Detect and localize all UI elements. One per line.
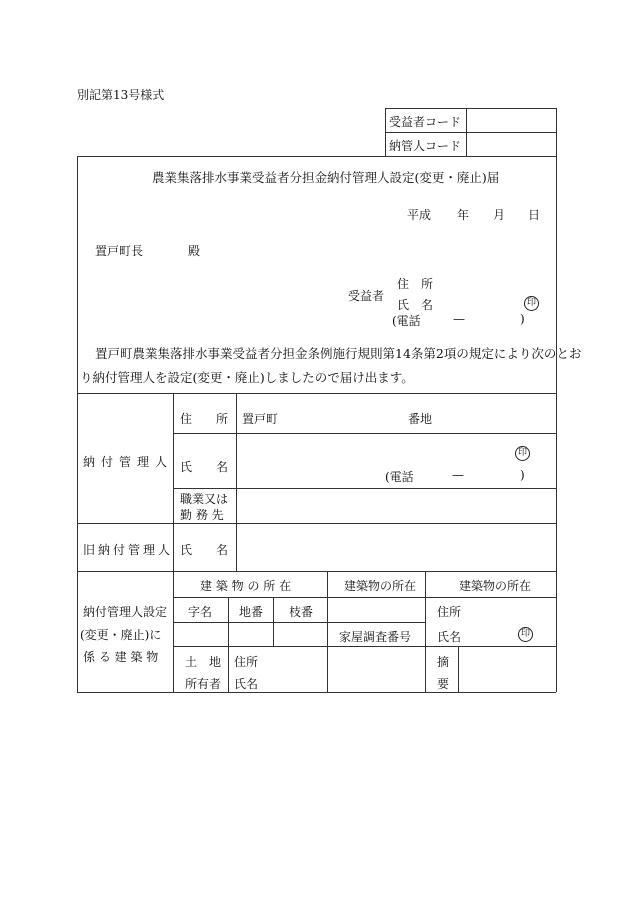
frame-right <box>556 156 557 692</box>
line-building-header <box>173 597 556 598</box>
form-title: 農業集落排水事業受益者分担金納付管理人設定(変更・廃止)届 <box>152 170 500 185</box>
building-label-1: 納付管理人設定 <box>83 605 168 619</box>
date-day: 日 <box>528 208 541 222</box>
addressee-mayor: 置戸町長 <box>95 244 144 258</box>
admin-address-field[interactable] <box>280 406 405 430</box>
building-edaban-label: 枝番 <box>289 605 314 619</box>
line-building-row2 <box>173 646 556 647</box>
building-owner-address-label: 住所 <box>437 605 462 619</box>
former-admin-name-label: 氏 名 <box>180 543 229 557</box>
building-chiban-label: 地番 <box>239 605 264 619</box>
line-building-row1-left <box>173 622 425 623</box>
building-aza-label: 字名 <box>188 605 213 619</box>
land-owner-name-label: 氏名 <box>234 677 259 691</box>
admin-phone-label: (電話 <box>385 470 414 484</box>
remarks-field[interactable] <box>462 650 552 688</box>
line-after-body <box>77 393 556 394</box>
applicant-name-label: 氏 名 <box>397 298 434 312</box>
admin-name-label: 氏 名 <box>180 460 229 474</box>
land-owner-address-label: 住所 <box>234 655 259 669</box>
code-box-top <box>385 108 556 109</box>
beneficiary-code-label: 受益者コード <box>389 115 462 129</box>
admin-occupation-label-1: 職業又は <box>180 492 229 506</box>
applicant-address-label: 住 所 <box>397 277 434 291</box>
payment-admin-label: 納付管理人 <box>83 455 174 469</box>
applicant-phone-close: ) <box>520 312 525 326</box>
body-text-line2: り納付管理人を設定(変更・廃止)しましたので届け出ます。 <box>80 370 414 385</box>
code-box-divider <box>466 108 467 156</box>
line-admin-name <box>173 488 556 489</box>
payment-admin-code-label: 納管人コード <box>389 139 462 153</box>
payment-admin-code-field[interactable] <box>468 134 554 154</box>
beneficiary-code-field[interactable] <box>468 110 554 130</box>
line-chiban-divider <box>273 597 274 646</box>
applicant-phone-label: (電話 <box>392 314 421 328</box>
building-seal-icon: 印 <box>518 627 533 642</box>
building-location-header-2: 建築物の所在 <box>344 579 417 593</box>
line-edaban-divider <box>327 571 328 692</box>
admin-occupation-field[interactable] <box>240 492 550 520</box>
admin-name-field[interactable] <box>240 437 510 465</box>
body-text-line1: 置戸町農業集落排水事業受益者分担金条例施行規則第14条第2項の規定により次のとお <box>95 346 582 361</box>
admin-banchi: 番地 <box>408 412 433 426</box>
building-label-2: (変更・廃止)に <box>80 628 162 642</box>
remarks-label-1: 摘 <box>437 655 450 669</box>
frame-left <box>77 156 78 692</box>
date-year: 年 <box>457 208 470 222</box>
frame-bottom <box>77 692 556 693</box>
line-admin-address <box>173 433 556 434</box>
building-label-3: 係 る 建 築 物 <box>83 650 159 664</box>
frame-top <box>77 156 556 157</box>
former-admin-name-field[interactable] <box>240 527 550 567</box>
form-number: 別記第13号様式 <box>77 88 165 102</box>
code-box-mid <box>385 132 556 133</box>
date-month: 月 <box>493 208 506 222</box>
building-survey-no-label: 家屋調査番号 <box>339 630 412 644</box>
admin-occupation-label-2: 勤 務 先 <box>180 508 224 522</box>
date-era: 平成 <box>407 208 432 222</box>
building-location-header-3: 建築物の所在 <box>459 579 532 593</box>
land-owner-label-1: 土 地 <box>185 655 222 669</box>
land-owner-label-2: 所有者 <box>185 677 222 691</box>
code-box-right <box>556 108 557 156</box>
applicant-phone-dash: — <box>453 312 465 326</box>
former-admin-label: 旧納付管理人 <box>83 543 174 557</box>
building-owner-name-label: 氏名 <box>437 630 462 644</box>
applicant-seal-icon: 印 <box>524 296 539 311</box>
admin-seal-icon: 印 <box>515 446 530 461</box>
admin-phone-close: ) <box>520 468 525 482</box>
admin-town: 置戸町 <box>242 412 279 426</box>
building-location-header: 建 築 物 の 所 在 <box>200 579 292 593</box>
line-aza-divider <box>228 597 229 692</box>
admin-address-label: 住 所 <box>180 412 229 426</box>
applicant-label: 受益者 <box>348 289 385 303</box>
line-survey-divider <box>425 571 426 692</box>
line-former-end <box>77 571 556 572</box>
remarks-label-2: 要 <box>437 677 450 691</box>
code-box-left <box>385 108 386 156</box>
line-label-divider <box>236 393 237 571</box>
addressee-honorific: 殿 <box>188 244 201 258</box>
admin-phone-dash: — <box>452 468 464 482</box>
line-remarks-divider <box>458 646 459 692</box>
line-admin-end <box>77 523 556 524</box>
line-section-divider <box>173 393 174 692</box>
